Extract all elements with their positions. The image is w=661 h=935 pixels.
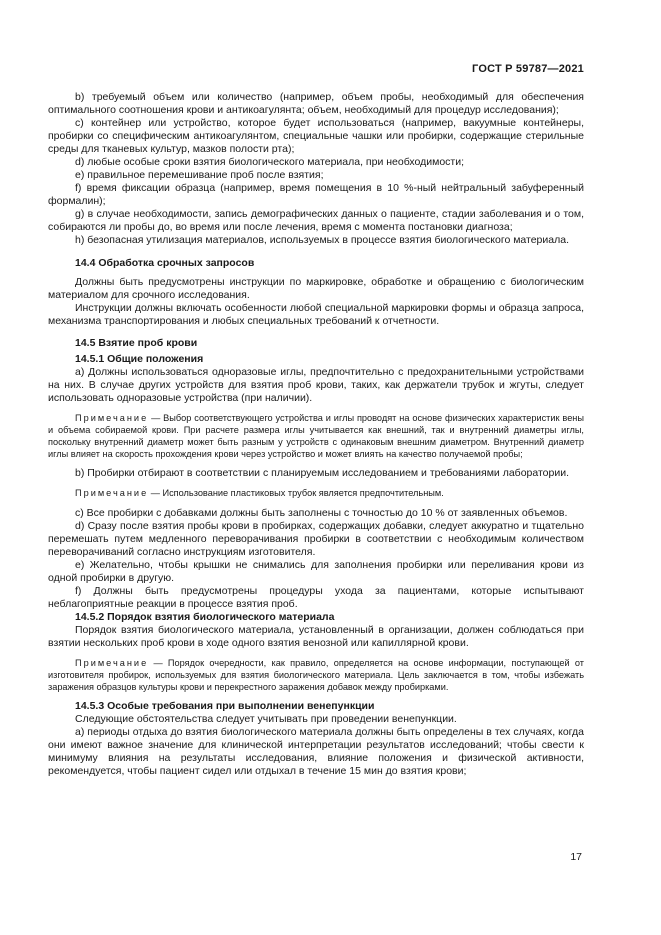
paragraph-text: d) Сразу после взятия пробы крови в пробирках, содержащих добавки, следует аккуратно и тщательно перемешать путем медленного переворачивания пробирки в соответствии с необходимым количеством переворачиваний согласно инструкциям изготовителя.: [48, 520, 584, 558]
note-label: Примечание: [75, 488, 149, 498]
paragraph-text: f) время фиксации образца (например, время помещения в 10 %-ный нейтральный забуференный формалин);: [48, 182, 584, 207]
paragraph-text: c) Все пробирки с добавками должны быть заполнены с точностью до 10 % от заявленных объемов.: [75, 507, 568, 519]
spacer: [48, 405, 584, 410]
paragraph: [48, 585, 584, 611]
spacer: [48, 650, 584, 655]
paragraph-text: Инструкции должны включать особенности любой специальной маркировки формы и образца запроса, механизма транспортирования и любых специальных требований к отчетности.: [48, 302, 584, 327]
paragraph: [48, 182, 584, 208]
section-heading-text: 14.5.2 Порядок взятия биологического материала: [75, 611, 335, 623]
paragraph-text: Должны быть предусмотрены инструкции по маркировке, обработке и обращению с биологическим материалом для срочного исследования.: [48, 276, 584, 301]
section-heading: [48, 257, 584, 270]
page-body: [48, 91, 584, 778]
note-label: Примечание: [75, 413, 149, 423]
section-heading: [48, 700, 584, 713]
paragraph-text: d) любые особые сроки взятия биологического материала, при необходимости;: [75, 156, 465, 168]
section-heading-text: 14.5 Взятие проб крови: [75, 337, 198, 349]
section-heading: [48, 611, 584, 624]
paragraph: [48, 208, 584, 234]
paragraph: [48, 156, 584, 169]
note-text: — Использование пластиковых трубок является предпочтительным.: [148, 488, 444, 498]
section-heading-text: 14.5.3 Особые требования при выполнении венепункции: [75, 700, 375, 712]
paragraph: [48, 366, 584, 405]
spacer: [48, 247, 584, 257]
paragraph: [48, 520, 584, 559]
section-heading: [48, 337, 584, 350]
spacer: [48, 480, 584, 485]
paragraph-text: e) правильное перемешивание проб после взятия;: [75, 169, 324, 181]
paragraph: [48, 91, 584, 117]
note: [48, 657, 584, 693]
paragraph: [48, 467, 584, 480]
paragraph: [48, 302, 584, 328]
section-heading-text: 14.4 Обработка срочных запросов: [75, 257, 255, 269]
paragraph: [48, 117, 584, 156]
paragraph-text: Порядок взятия биологического материала, установленный в организации, должен соблюдаться при взятии нескольких проб крови в ходе одного взятия венозной или капиллярной крови.: [48, 624, 584, 649]
paragraph: [48, 507, 584, 520]
paragraph-text: Следующие обстоятельства следует учитывать при проведении венепункции.: [75, 713, 457, 725]
paragraph-text: c) контейнер или устройство, которое будет использоваться (например, вакуумные контейнеры, пробирки со специфическим антикоагулянтом, специальные чашки или пробирки, содержащие стерильные среды для тканевых культур, мазков полости рта);: [48, 117, 584, 155]
paragraph: [48, 276, 584, 302]
spacer: [48, 328, 584, 337]
paragraph: [48, 624, 584, 650]
note-text: — Порядок очередности, как правило, определяется на основе информации, поступающей от изготовителя пробирок, используемых для взятия биологического материала. Цель заключается в том, чтобы избежать заражения образцов культуры крови и перекрестного заражения добавок между пробирками.: [48, 658, 584, 692]
note: [48, 412, 584, 460]
paragraph-text: b) Пробирки отбирают в соответствии с планируемым исследованием и требованиями лаборатории.: [75, 467, 569, 479]
paragraph-text: g) в случае необходимости, запись демографических данных о пациенте, стадии заболевания и о том, собираются ли пробы до, во время или после лечения, время с момента постановки диагноза;: [48, 208, 584, 233]
section-heading: [48, 353, 584, 366]
paragraph: [48, 559, 584, 585]
paragraph: [48, 726, 584, 778]
note-text: — Выбор соответствующего устройства и иглы проводят на основе физических характеристик вены и объема собираемой крови. При расчете размера иглы учитывается как внешний, так и внутренний диаметры иглы, поскольку внутренний диаметр может быть разным у устройств с одинаковым внешним диаметром. Внутренний диаметр иглы влияет на скорость прохождения крови через устройство и может влиять на качество получаемой пробы;: [48, 413, 584, 459]
paragraph-text: f) Должны быть предусмотрены процедуры ухода за пациентами, которые испытывают неблагоприятные реакции в процессе взятия проб.: [48, 585, 584, 610]
paragraph-text: a) периоды отдыха до взятия биологического материала должны быть определены в тех случаях, когда они имеют важное значение для клинической интерпретации результатов исследований; чтобы свести к минимуму влияния на результаты исследования, влияние положения и физической активности, рекомендуется, чтобы пациент сидел или отдыхал в течение 15 мин до взятия крови;: [48, 726, 584, 777]
paragraph-text: e) Желательно, чтобы крышки не снимались для заполнения пробирки или переливания крови из одной пробирки в другую.: [48, 559, 584, 584]
paragraph-text: h) безопасная утилизация материалов, используемых в процессе взятия биологического материала.: [75, 234, 569, 246]
paragraph-text: b) требуемый объем или количество (например, объем пробы, необходимый для обеспечения оптимального соотношения крови и антикоагулянта; объем, необходимый для процедур исследования);: [48, 91, 584, 116]
section-heading-text: 14.5.1 Общие положения: [75, 353, 204, 365]
note-label: Примечание: [75, 658, 149, 668]
note: [48, 487, 584, 499]
paragraph: [48, 234, 584, 247]
paragraph: [48, 169, 584, 182]
standard-number: ГОСТ Р 59787—2021: [472, 63, 584, 75]
page-number: 17: [570, 851, 582, 863]
paragraph-text: a) Должны использоваться одноразовые иглы, предпочтительно с предохранительными устройствами на них. В случае других устройств для взятия проб крови, таких, как держатели трубок и жгуты, следует использовать одноразовые устройства (при наличии).: [48, 366, 584, 404]
paragraph: [48, 713, 584, 726]
